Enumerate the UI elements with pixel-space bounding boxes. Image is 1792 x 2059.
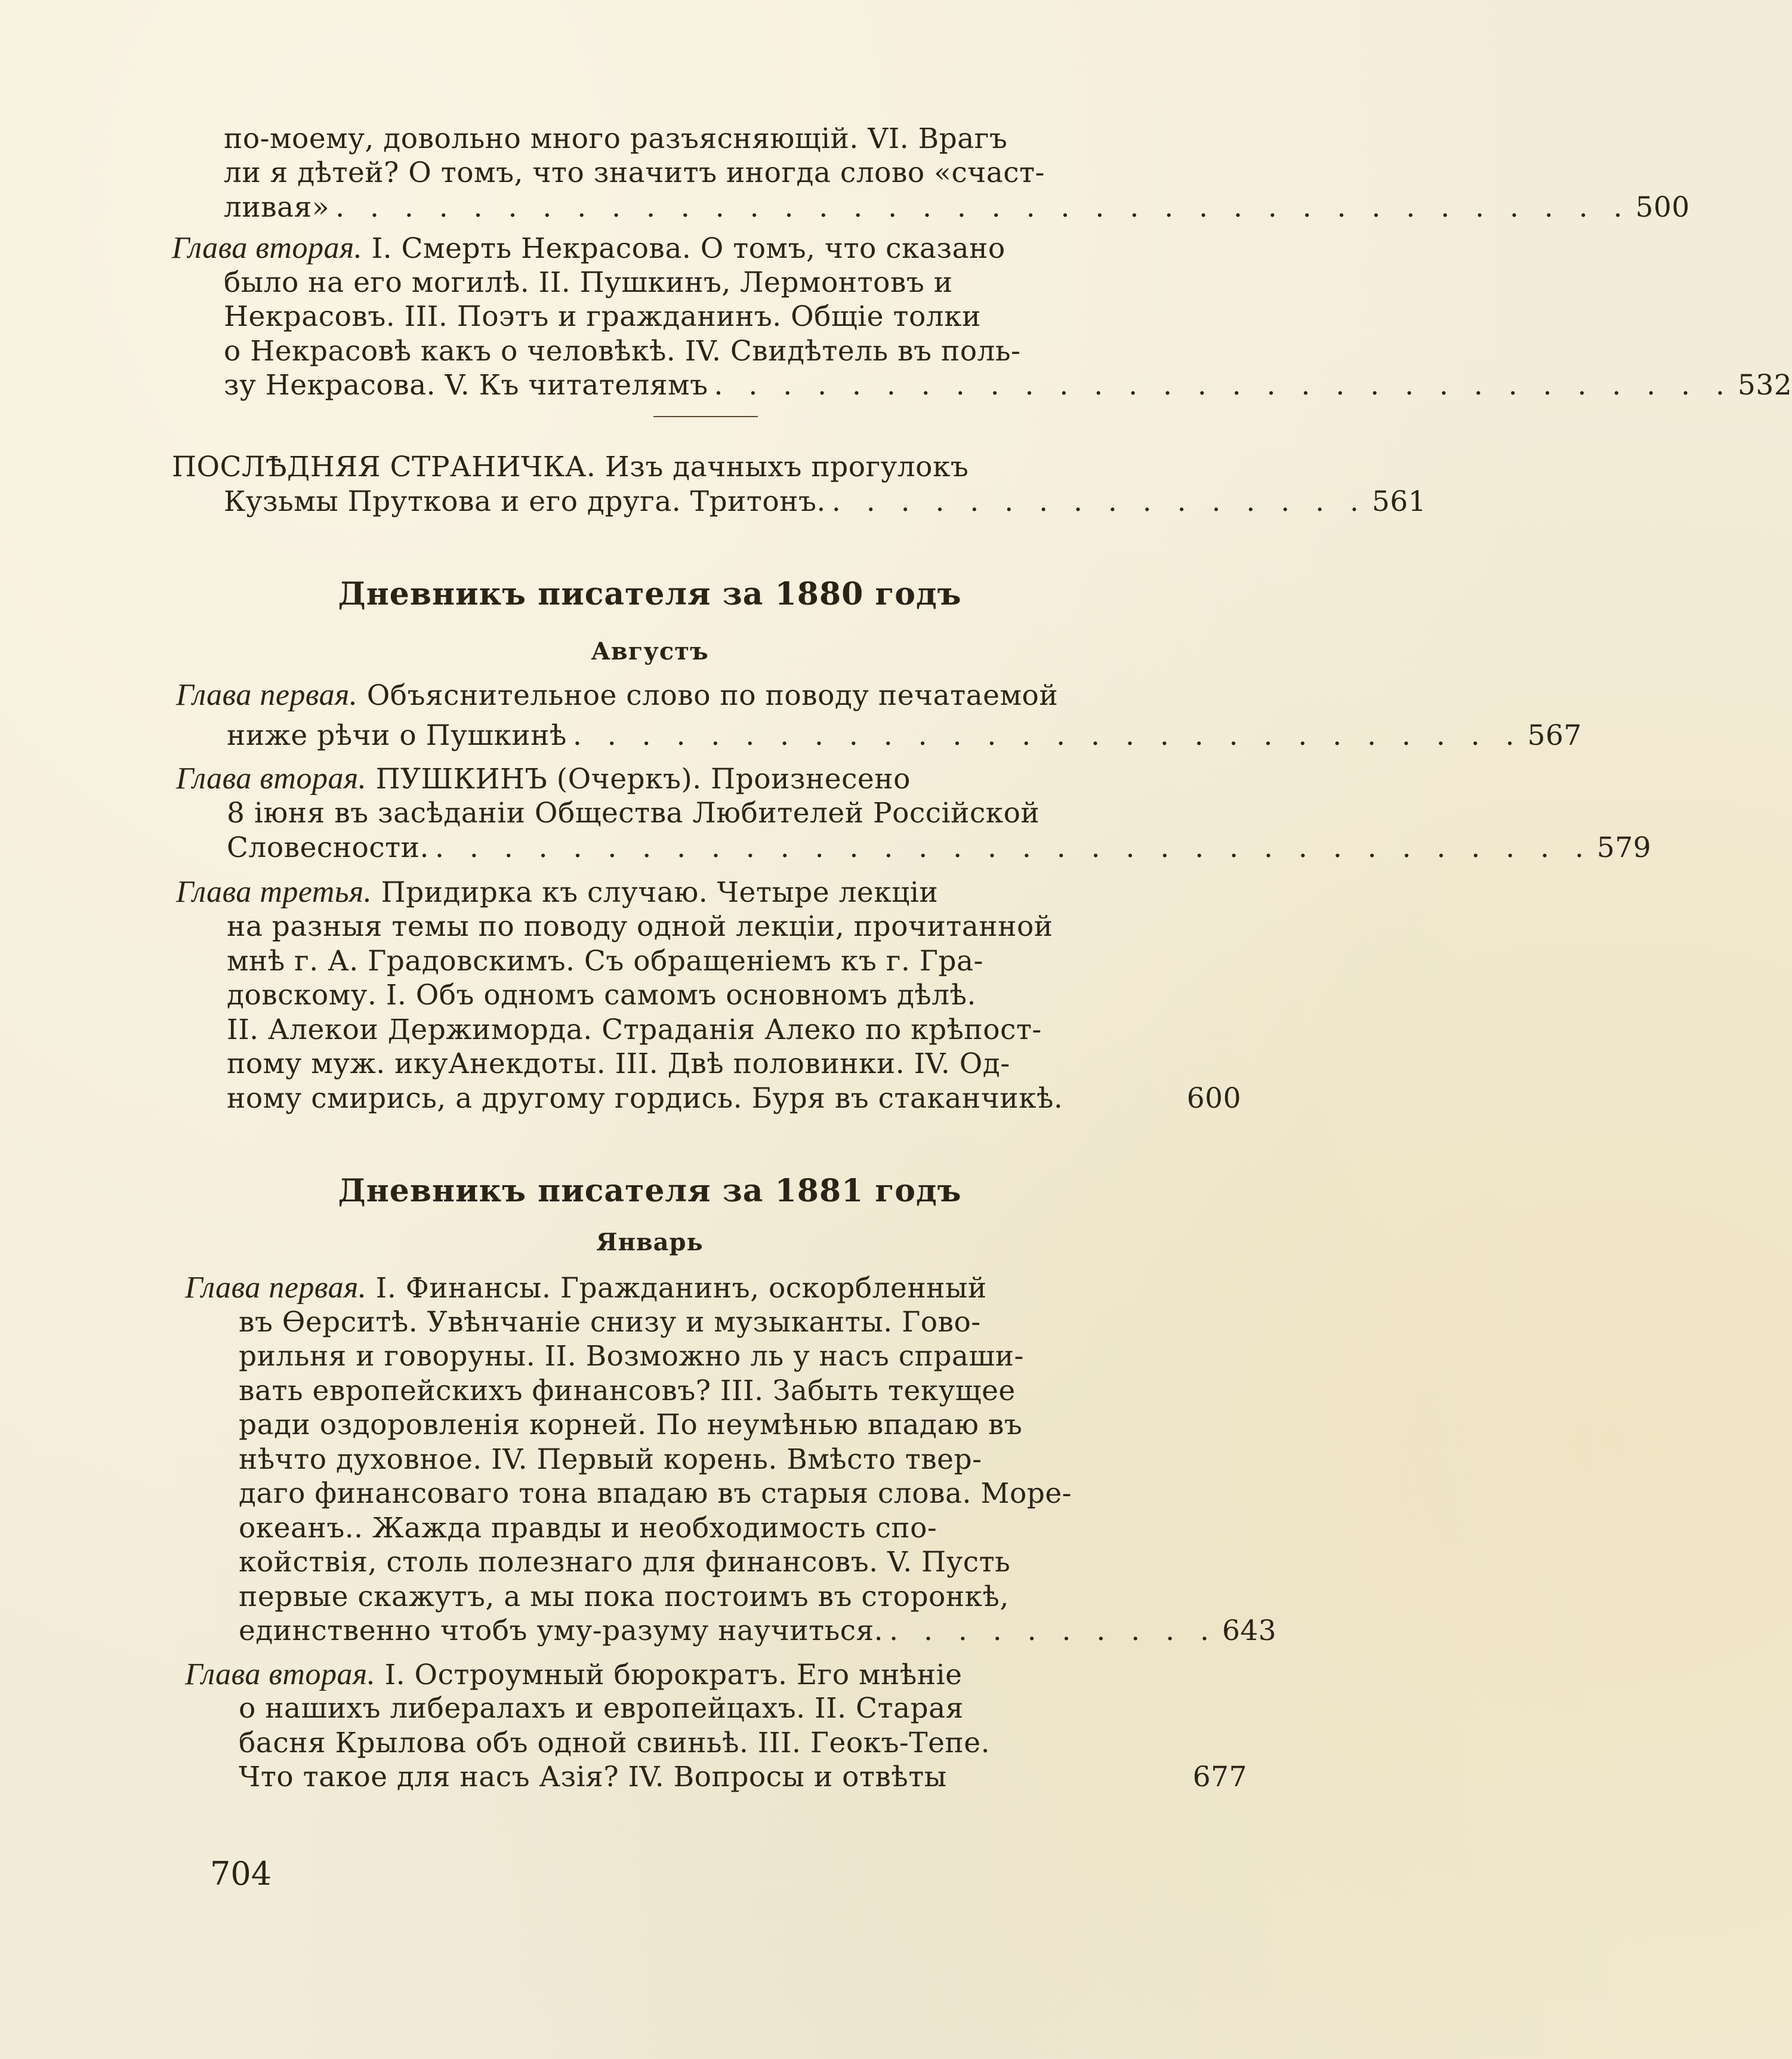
toc-line: I. Финансы. Гражданинъ, оскорбленный <box>375 1272 987 1305</box>
toc-line: о нашихъ либералахъ и европейцахъ. II. Старая <box>239 1692 964 1725</box>
chapter-label: Глава первая. <box>176 678 358 712</box>
toc-line: ли я дѣтей? О томъ, что значитъ иногда слово «счаст- <box>224 156 1045 189</box>
toc-line: по-моему, довольно много разъясняющій. VI. Врагъ <box>224 122 1008 155</box>
toc-line: единственно чтобъ уму-разуму научиться. <box>239 1614 884 1647</box>
chapter-label: Глава вторая. <box>176 762 367 796</box>
toc-line: ливая» <box>224 191 330 224</box>
toc-entry-end <box>227 831 1652 865</box>
dot-leader: . . . . . . . . . . . . . . . . . . . . . . . . . . . . <box>572 719 1523 752</box>
toc-line: о Некрасовѣ какъ о человѣкѣ. IV. Свидѣтель въ поль- <box>224 335 1021 368</box>
toc-entry-end <box>239 1761 1247 1794</box>
toc-entry <box>176 762 911 796</box>
toc-line: 8 іюня въ засѣданіи Общества Любителей Россійской <box>227 797 1040 830</box>
toc-line: довскому. I. Объ одномъ самомъ основномъ дѣлѣ. <box>227 979 976 1012</box>
toc-line: ниже рѣчи о Пушкинѣ <box>227 719 567 752</box>
month-heading: Январь <box>596 1228 704 1256</box>
toc-line: Что такое для насъ Азія? IV. Вопросы и отвѣты <box>239 1761 947 1793</box>
toc-line: басня Крылова объ одной свиньѣ. III. Геокъ-Тепе. <box>239 1727 991 1759</box>
toc-line: Словесности. <box>227 831 429 864</box>
section-heading: Дневникъ писателя за 1880 годъ <box>338 576 962 612</box>
page-ref[interactable]: 561 <box>1372 485 1427 518</box>
toc-line: Некрасовъ. III. Поэтъ и гражданинъ. Общіе толки <box>224 300 981 333</box>
dot-leader: . . . . . . . . . . . . . . . . . . . . . . . . . . . . . . . . . . <box>434 831 1592 864</box>
toc-line: первые скажутъ, а мы пока постоимъ въ сторонкѣ, <box>239 1580 1009 1613</box>
toc-line: I. Смерть Некрасова. О томъ, что сказано <box>371 232 1006 265</box>
toc-line: мнѣ г. А. Градовскимъ. Съ обращеніемъ къ г. Гра- <box>227 945 983 978</box>
section-divider <box>653 416 758 417</box>
toc-line: было на его могилѣ. II. Пушкинъ, Лермонтовъ и <box>224 266 953 299</box>
section-heading: Дневникъ писателя за 1881 годъ <box>338 1173 962 1209</box>
chapter-label: Глава третья. <box>176 875 372 909</box>
toc-entry-end <box>224 369 1792 402</box>
chapter-label: Глава первая. <box>185 1271 367 1305</box>
toc-line: океанъ.. Жажда правды и необходимость спо- <box>239 1512 937 1545</box>
toc-entry-end <box>224 191 1690 224</box>
chapter-label: Глава вторая. <box>185 1657 376 1691</box>
toc-entry-end <box>239 1614 1277 1648</box>
toc-line: нѣчто духовное. IV. Первый корень. Вмѣсто твер- <box>239 1443 982 1476</box>
toc-entry <box>176 679 1058 712</box>
page-ref[interactable]: 579 <box>1596 831 1652 864</box>
toc-entry-end <box>227 1082 1241 1115</box>
toc-line: въ Ѳерситѣ. Увѣнчаніе снизу и музыканты. Гово- <box>239 1306 981 1339</box>
toc-line: ПУШКИНЪ (Очеркъ). Произнесено <box>375 763 911 796</box>
dot-leader: . . . . . . . . . . . . . . . . . . . . . . . . . . . . . . . . . . . . . . <box>335 191 1631 224</box>
toc-line: зу Некрасова. V. Къ читателямъ <box>224 369 708 402</box>
toc-line: вать европейскихъ финансовъ? III. Забыть текущее <box>239 1374 1016 1407</box>
page-number: 704 <box>210 1855 272 1892</box>
toc-entry-end <box>224 485 1427 519</box>
toc-entry <box>172 232 1006 265</box>
page-ref[interactable]: 600 <box>1186 1082 1241 1115</box>
page-ref[interactable]: 500 <box>1635 191 1690 224</box>
toc-entry-end <box>227 719 1582 753</box>
toc-line: даго финансоваго тона впадаю въ старыя слова. Море- <box>239 1477 1072 1510</box>
page-ref[interactable]: 567 <box>1527 719 1582 752</box>
toc-entry <box>176 876 938 909</box>
dot-leader: . . . . . . . . . . <box>889 1614 1217 1647</box>
dot-leader: . . . . . . . . . . . . . . . . . . . . . . . . . . . . . . <box>714 369 1733 402</box>
toc-line: пому муж. икуАнекдоты. III. Двѣ половинки. IV. Од- <box>227 1047 1010 1080</box>
toc-line: Кузьмы Пруткова и его друга. Тритонъ. <box>224 485 826 518</box>
toc-entry <box>185 1271 987 1305</box>
toc-line: ради оздоровленія корней. По неумѣнью впадаю въ <box>239 1408 1023 1441</box>
page-ref[interactable]: 532 <box>1738 369 1792 402</box>
dot-leader: . . . . . . . . . . . . . . . . <box>831 485 1367 518</box>
toc-line: на разныя темы по поводу одной лекціи, прочитанной <box>227 910 1053 943</box>
toc-line: Придирка къ случаю. Четыре лекціи <box>381 876 939 909</box>
toc-line: ному смирись, а другому гордись. Буря въ стаканчикѣ. <box>227 1082 1063 1115</box>
toc-line: I. Остроумный бюрократъ. Его мнѣніе <box>384 1659 963 1691</box>
chapter-label: Глава вторая. <box>172 231 363 265</box>
toc-line: ПОСЛѢДНЯЯ СТРАНИЧКА. Изъ дачныхъ прогулокъ <box>172 451 969 483</box>
toc-entry <box>185 1658 962 1691</box>
toc-line: рильня и говоруны. II. Возможно ль у насъ спраши- <box>239 1340 1024 1373</box>
toc-line: II. Алекои Держиморда. Страданія Алеко по крѣпост- <box>227 1013 1042 1046</box>
page-ref[interactable]: 677 <box>1192 1761 1247 1793</box>
page-ref[interactable]: 643 <box>1222 1614 1277 1647</box>
month-heading: Августъ <box>591 637 709 665</box>
toc-line: Объяснительное слово по поводу печатаемой <box>366 679 1059 712</box>
toc-line: койствія, столь полезнаго для финансовъ. V. Пусть <box>239 1546 1011 1579</box>
